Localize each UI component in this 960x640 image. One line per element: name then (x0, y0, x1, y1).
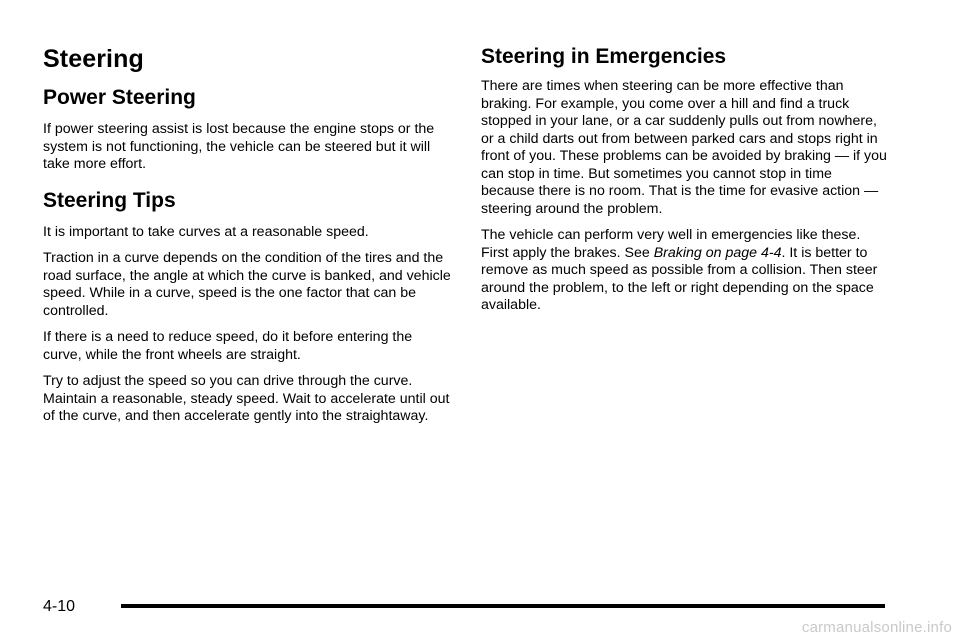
emergencies-paragraph-1: There are times when steering can be more effective than braking. For example, you come over a hill and find a truck stopped in your lane, or a car suddenly pulls out from nowhere, or a child darts out from between parked cars and stops right in front of you. These problems can be avoided by braking — if you can stop in time. But sometimes you cannot stop in time because there is no room. That is the time for evasive action — steering around the problem. (481, 78, 887, 217)
watermark-text: carmanualsonline.info (801, 619, 952, 636)
page-footer (43, 596, 887, 620)
emergencies-heading: Steering in Emergencies (481, 45, 727, 68)
steering-tips-heading: Steering Tips (43, 188, 176, 212)
emergencies-paragraph-2-text-start: The vehicle can perform very well in emergencies like these. First apply the brakes. See (481, 227, 861, 261)
footer-divider (121, 604, 885, 608)
page-number: 4-10 (43, 598, 76, 615)
steering-tips-paragraph-2: Traction in a curve depends on the condition of the tires and the road surface, the angle at which the curve is banked, and vehicle speed. While in a curve, speed is the one factor that can be controlled. (43, 250, 451, 319)
emergencies-paragraph-2 (481, 227, 887, 315)
steering-tips-paragraph-4: Try to adjust the speed so you can drive through the curve. Maintain a reasonable, steady speed. Wait to accelerate until out of the curve, and then accelerate gently into the straightaway. (43, 373, 450, 424)
power-steering-paragraph: If power steering assist is lost because the engine stops or the system is not functioning, the vehicle can be steered but it will take more effort. (43, 121, 435, 172)
page-title: Steering (43, 45, 144, 73)
left-column (43, 44, 453, 435)
emergencies-paragraph-2-text-end: . It is better to remove as much speed as possible from a collision. Then steer around the problem, to the left or right depending on the space available. (481, 244, 878, 313)
steering-tips-paragraph-3: If there is a need to reduce speed, do it before entering the curve, while the front wheels are straight. (43, 329, 413, 363)
braking-cross-reference-link[interactable]: Braking on page 4-4 (653, 244, 782, 261)
right-column (481, 44, 887, 324)
steering-tips-paragraph-1: It is important to take curves at a reasonable speed. (43, 223, 369, 240)
power-steering-heading: Power Steering (43, 86, 196, 109)
